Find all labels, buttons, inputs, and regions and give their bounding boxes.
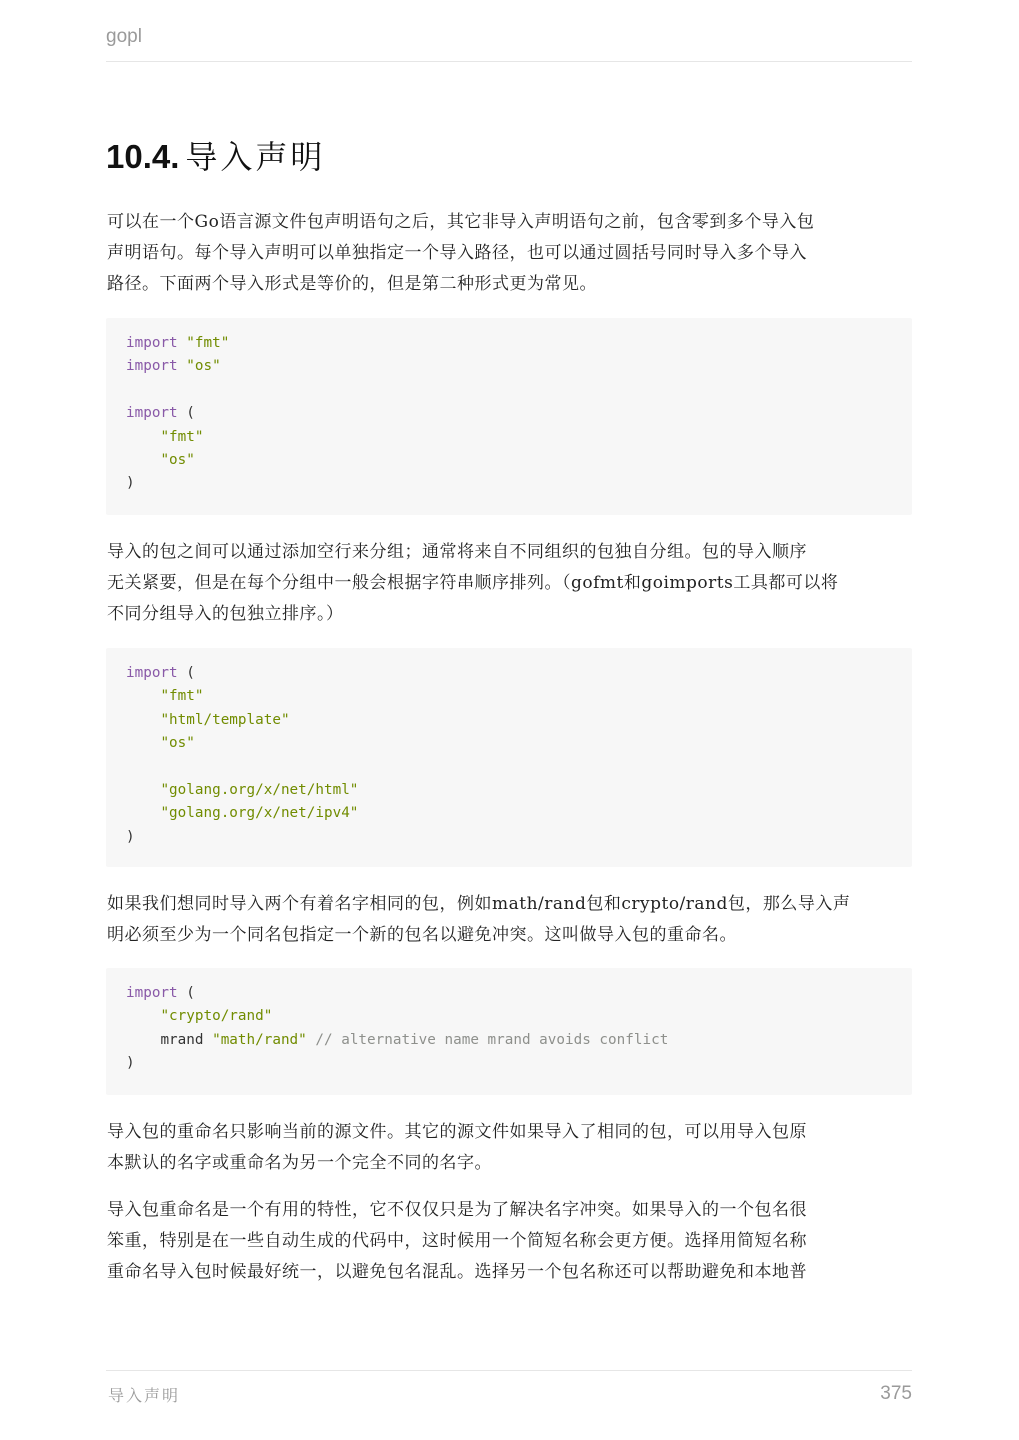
section-heading (106, 134, 325, 180)
paragraph-rename-benefits (107, 1195, 913, 1288)
code-punctuation: ) (126, 475, 135, 492)
code-block-basic-imports (106, 318, 912, 515)
page-number: 375 (880, 1383, 912, 1404)
code-string: "fmt" (160, 688, 204, 705)
footer-section-title: 导入声明 (108, 1386, 181, 1405)
paragraph-line: 导入包重命名是一个有用的特性，它不仅仅只是为了解决名字冲突。如果导入的一个包名很 (107, 1200, 807, 1220)
code-string: "math/rand" (212, 1031, 307, 1048)
paragraph-line: 明必须至少为一个同名包指定一个新的包名以避免冲突。这叫做导入包的重命名。 (107, 925, 737, 945)
paragraph-rename-intro (107, 889, 913, 951)
code-keyword: import (126, 985, 178, 1001)
paragraph-line: 本默认的名字或重命名为另一个完全不同的名字。 (107, 1153, 492, 1173)
code-string: "fmt" (160, 428, 204, 445)
code-block-grouped-imports (106, 648, 912, 867)
code-punctuation: ) (126, 828, 135, 845)
paragraph-line: 笨重，特别是在一些自动生成的代码中，这时候用一个简短名称会更方便。选择用简短名称 (107, 1231, 807, 1251)
code-string: "os" (186, 358, 221, 375)
code-punctuation: ( (186, 665, 195, 681)
paragraph-line: 无关紧要，但是在每个分组中一般会根据字符串顺序排列。（gofmt和goimports工具都可以将 (107, 573, 839, 593)
paragraph-grouping (107, 537, 913, 630)
paragraph-line: 路径。下面两个导入形式是等价的，但是第二种形式更为常见。 (107, 274, 597, 294)
paragraph-line: 可以在一个Go语言源文件包声明语句之后，其它非导入声明语句之前，包含零到多个导入包 (107, 212, 815, 232)
code-keyword: import (126, 405, 178, 422)
paragraph-intro (107, 207, 913, 300)
code-string: "os" (160, 452, 195, 469)
code-keyword: import (126, 335, 178, 351)
paragraph-line: 不同分组导入的包独立排序。） (107, 604, 344, 624)
paragraph-rename-scope (107, 1117, 913, 1179)
code-punctuation: ) (126, 1055, 135, 1072)
code-string: "crypto/rand" (160, 1008, 273, 1025)
code-listing (126, 332, 892, 496)
code-keyword: import (126, 665, 178, 681)
paragraph-line: 如果我们想同时导入两个有着名字相同的包，例如math/rand包和crypto/rand包，那么导入声 (107, 894, 851, 914)
paragraph-line: 导入的包之间可以通过添加空行来分组；通常将来自不同组织的包独自分组。包的导入顺序 (107, 542, 807, 562)
code-listing (126, 662, 892, 849)
code-listing (126, 982, 892, 1076)
code-punctuation: ( (186, 985, 195, 1001)
code-string: "os" (160, 735, 195, 752)
code-string: "golang.org/x/net/html" (160, 782, 359, 799)
code-string: "html/template" (160, 711, 290, 728)
code-comment: // alternative name mrand avoids conflict (315, 1031, 669, 1048)
code-punctuation: ( (186, 405, 195, 422)
code-keyword: import (126, 358, 178, 375)
page-header (106, 24, 912, 62)
code-identifier: mrand (160, 1031, 204, 1048)
code-string: "fmt" (186, 335, 230, 351)
paragraph-line: 导入包的重命名只影响当前的源文件。其它的源文件如果导入了相同的包，可以用导入包原 (107, 1122, 807, 1142)
section-title: 导入声明 (185, 138, 326, 176)
code-string: "golang.org/x/net/ipv4" (160, 805, 359, 822)
book-title: gopl (106, 26, 142, 47)
paragraph-line: 重命名导入包时候最好统一，以避免包名混乱。选择另一个包名称还可以帮助避免和本地普 (107, 1262, 807, 1282)
section-number: 10.4. (106, 138, 180, 175)
code-block-renamed-import (106, 968, 912, 1095)
paragraph-line: 声明语句。每个导入声明可以单独指定一个导入路径，也可以通过圆括号同时导入多个导入 (107, 243, 807, 263)
page-footer (106, 1370, 912, 1411)
